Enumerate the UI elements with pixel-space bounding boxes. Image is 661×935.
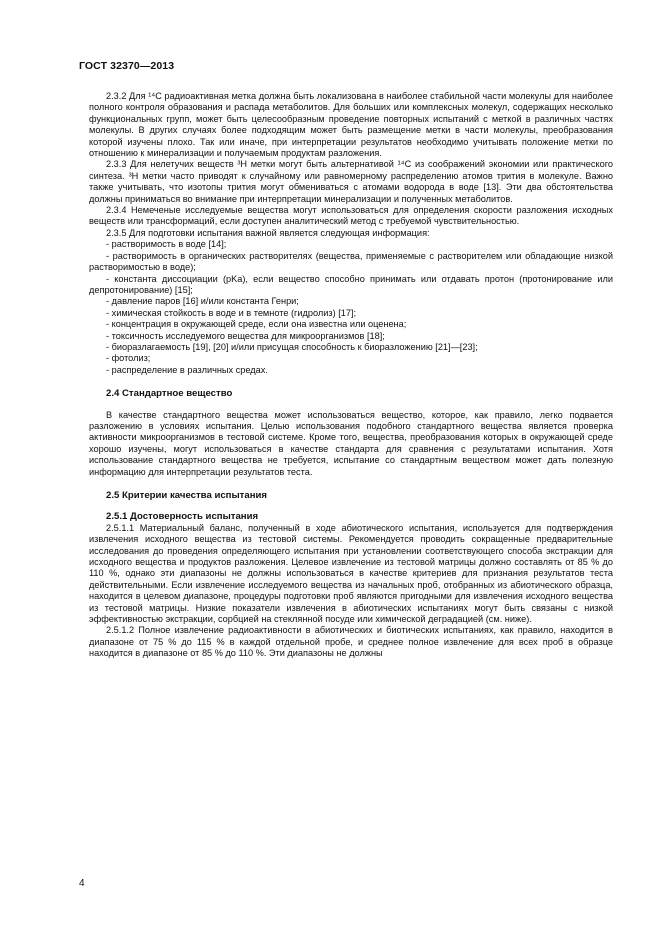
paragraph-2-3-5: 2.3.5 Для подготовки испытания важной является следующая информация: <box>106 227 430 238</box>
page-number: 4 <box>79 878 85 889</box>
list-item: - константа диссоциации (pKa), если вещество способно принимать или отдавать протон (протонирование или депротонирование) [15]; <box>89 273 613 295</box>
list-item: - распределение в различных средах. <box>106 364 268 375</box>
list-item: - фотолиз; <box>106 353 151 364</box>
section-heading-2-4: 2.4 Стандартное вещество <box>106 388 233 400</box>
list-item: - растворимость в органических растворителях (вещества, применяемые с растворителем или обладающие низкой растворимостью в воде); <box>89 250 613 273</box>
standard-code-header: ГОСТ 32370—2013 <box>79 60 175 72</box>
paragraph-2-5-1-1: 2.5.1.1 Материальный баланс, полученный в ходе абиотического испытания, используется для подтверждения извлечения исходного вещества из тестовой системы. Рекомендуется проводить сокращенные предварительные исследования до проведения определяющего испытания при установлении соответствующего способа экстракции для исходного вещества и продуктов разложения. Целевое извлечение из тестовой матрицы должно составлять от 85 % до 110 %, однако эти диапазоны не должны использоваться в качестве критериев для признания результатов теста действительными. Если извлечение исследуемого вещества из начальных проб, отобранных из абиотического образца, находится в целевом диапазоне, процедуры подготовки проб являются пригодными для извлечения исходного вещества из тестовой матрицы. Низкие показатели извлечения в абиотических испытаниях могут быть связаны с низкой эффективностью экстракции, сорбцией на стеклянной посуде или химической деградацией (см. ниже). <box>89 522 613 625</box>
paragraph-2-5-1-2: 2.5.1.2 Полное извлечение радиоактивности в абиотических и биотических испытаниях, как правило, находится в диапазоне от 75 % до 115 % в каждой отдельной пробе, и среднее полное извлечение для всех проб в образце находится в диапазоне от 85 % до 110 %. Эти диапазоны не должны <box>89 625 613 659</box>
list-item: - растворимость в воде [14]; <box>106 239 227 250</box>
list-item: - биоразлагаемость [19], [20] и/или присущая способность к биоразложению [21]—[23]; <box>106 341 478 352</box>
list-item: - концентрация в окружающей среде, если она известна или оценена; <box>106 319 407 330</box>
list-item: - давление паров [16] и/или константа Генри; <box>106 296 299 307</box>
document-body <box>89 91 613 660</box>
list-item: - токсичность исследуемого вещества для микроорганизмов [18]; <box>106 330 385 341</box>
paragraph-2-3-4: 2.3.4 Немеченые исследуемые вещества могут использоваться для определения скорости разложения исходных веществ или трансформаций, если доступен аналитический метод с требуемой чувствительностью. <box>89 205 613 227</box>
paragraph-2-3-3: 2.3.3 Для нелетучих веществ ³H метки могут быть альтернативой ¹⁴C из соображений экономии или практического синтеза. ³H метки часто приводят к случайному или равномерному распределению атомов трития в молекуле. Важно также учитывать, что изотопы трития могут обмениваться с атомами водорода в воде [13]. Эти два обстоятельства должны приниматься во внимание при интерпретации минерализации и полученных метаболитов. <box>89 159 613 204</box>
paragraph-2-4: В качестве стандартного вещества может использоваться вещество, которое, как правило, легко подвается разложению в условиях испытания. Целью использования подобного стандартного вещества является проверка активности микроорганизмов в тестовой системе. Кроме того, вещества, преобразования которых в окружающей среде хорошо изучены, могут использоваться в качестве стандарта для сравнения с результатами испытания. Хотя использование стандартного вещества не требуется, испытание со стандартным веществом может дать полезную информацию для интерпретации результатов теста. <box>89 409 613 477</box>
section-heading-2-5-1: 2.5.1 Достоверность испытания <box>106 511 259 523</box>
paragraph-2-3-2: 2.3.2 Для ¹⁴C радиоактивная метка должна быть локализована в наиболее стабильной части молекулы для наиболее полного контроля образования и распада метаболитов. Для больших или комплексных молекул, содержащих несколько функциональных групп, может быть целесообразным проведение повторных испытаний с меткой в различных частях молекулы. В других случаях более подходящим может быть размещение метки в части молекулы, преобразования которой изучены плохо. Так или иначе, при интерпретации результатов необходимо учитывать положение метки по отношению к минерализации и получаемым продуктам разложения. <box>89 91 613 159</box>
section-heading-2-5: 2.5 Критерии качества испытания <box>106 490 267 501</box>
list-item: - химическая стойкость в воде и в темноте (гидролиз) [17]; <box>106 307 357 318</box>
